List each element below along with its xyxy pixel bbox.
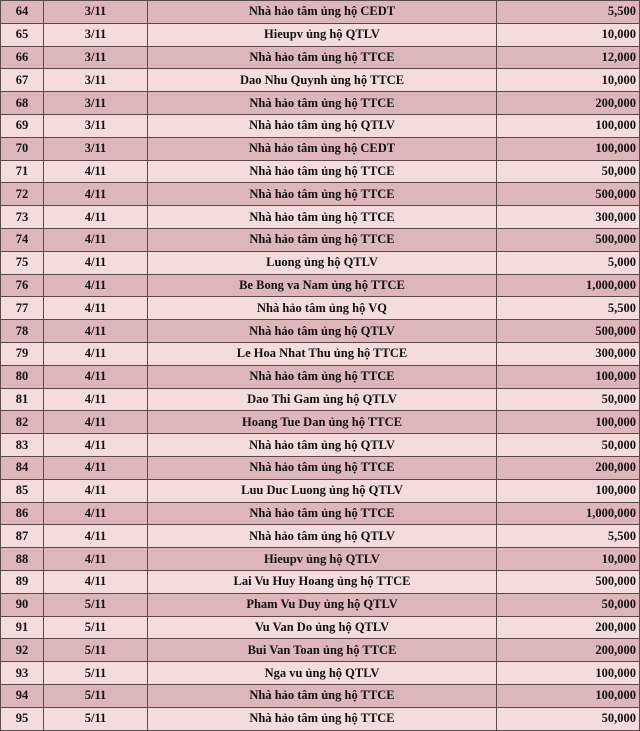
row-number: 77	[1, 297, 44, 320]
row-date: 3/11	[44, 69, 148, 92]
row-amount: 300,000	[497, 342, 640, 365]
row-amount: 100,000	[497, 365, 640, 388]
table-row	[1, 548, 640, 571]
table-row	[1, 616, 640, 639]
row-number: 84	[1, 456, 44, 479]
row-amount: 50,000	[497, 593, 640, 616]
row-date: 4/11	[44, 548, 148, 571]
row-description: Nhà hảo tâm ủng hộ QTLV	[148, 320, 497, 343]
row-number: 80	[1, 365, 44, 388]
row-description: Vu Van Do ủng hộ QTLV	[148, 616, 497, 639]
row-amount: 500,000	[497, 570, 640, 593]
row-amount: 300,000	[497, 206, 640, 229]
row-number: 87	[1, 525, 44, 548]
table-row	[1, 502, 640, 525]
row-description: Nhà hảo tâm ủng hộ QTLV	[148, 525, 497, 548]
row-amount: 200,000	[497, 639, 640, 662]
row-description: Nhà hảo tâm ủng hộ TTCE	[148, 684, 497, 707]
table-row	[1, 23, 640, 46]
row-date: 4/11	[44, 479, 148, 502]
row-date: 5/11	[44, 662, 148, 685]
row-amount: 100,000	[497, 114, 640, 137]
row-number: 71	[1, 160, 44, 183]
row-amount: 100,000	[497, 411, 640, 434]
table-row	[1, 46, 640, 69]
row-description: Hieupv ủng hộ QTLV	[148, 23, 497, 46]
row-number: 68	[1, 92, 44, 115]
row-number: 86	[1, 502, 44, 525]
row-number: 88	[1, 548, 44, 571]
row-date: 5/11	[44, 639, 148, 662]
row-amount: 1,000,000	[497, 502, 640, 525]
row-description: Luu Duc Luong ủng hộ QTLV	[148, 479, 497, 502]
row-amount: 500,000	[497, 228, 640, 251]
table-row	[1, 69, 640, 92]
row-description: Nga vu ủng hộ QTLV	[148, 662, 497, 685]
row-number: 95	[1, 707, 44, 730]
row-date: 4/11	[44, 365, 148, 388]
row-number: 85	[1, 479, 44, 502]
row-amount: 500,000	[497, 183, 640, 206]
row-number: 91	[1, 616, 44, 639]
table-row	[1, 160, 640, 183]
row-date: 4/11	[44, 570, 148, 593]
table-row	[1, 228, 640, 251]
row-number: 76	[1, 274, 44, 297]
table-row	[1, 388, 640, 411]
row-number: 64	[1, 1, 44, 24]
row-number: 82	[1, 411, 44, 434]
row-date: 5/11	[44, 593, 148, 616]
table-row	[1, 320, 640, 343]
row-number: 78	[1, 320, 44, 343]
row-amount: 5,500	[497, 1, 640, 24]
row-date: 4/11	[44, 228, 148, 251]
row-number: 69	[1, 114, 44, 137]
row-number: 90	[1, 593, 44, 616]
row-date: 3/11	[44, 137, 148, 160]
row-amount: 10,000	[497, 69, 640, 92]
row-number: 72	[1, 183, 44, 206]
row-amount: 1,000,000	[497, 274, 640, 297]
row-description: Nhà hảo tâm ủng hộ CEDT	[148, 1, 497, 24]
row-date: 3/11	[44, 114, 148, 137]
table-row	[1, 684, 640, 707]
row-amount: 100,000	[497, 137, 640, 160]
row-amount: 10,000	[497, 23, 640, 46]
table-row	[1, 456, 640, 479]
table-row	[1, 114, 640, 137]
table-row	[1, 593, 640, 616]
row-description: Hoang Tue Dan ủng hộ TTCE	[148, 411, 497, 434]
table-row	[1, 639, 640, 662]
row-date: 4/11	[44, 206, 148, 229]
table-row	[1, 297, 640, 320]
row-amount: 5,500	[497, 525, 640, 548]
row-description: Be Bong va Nam ủng hộ TTCE	[148, 274, 497, 297]
row-number: 74	[1, 228, 44, 251]
row-amount: 50,000	[497, 160, 640, 183]
row-date: 4/11	[44, 320, 148, 343]
row-date: 4/11	[44, 274, 148, 297]
row-number: 75	[1, 251, 44, 274]
table-row	[1, 365, 640, 388]
row-date: 3/11	[44, 92, 148, 115]
table-row	[1, 525, 640, 548]
row-description: Nhà hảo tâm ủng hộ QTLV	[148, 434, 497, 457]
row-amount: 200,000	[497, 92, 640, 115]
row-number: 66	[1, 46, 44, 69]
row-number: 93	[1, 662, 44, 685]
row-date: 3/11	[44, 1, 148, 24]
row-amount: 5,500	[497, 297, 640, 320]
row-amount: 12,000	[497, 46, 640, 69]
table-row	[1, 1, 640, 24]
row-number: 65	[1, 23, 44, 46]
row-description: Nhà hảo tâm ủng hộ QTLV	[148, 114, 497, 137]
row-date: 3/11	[44, 23, 148, 46]
table-row	[1, 434, 640, 457]
row-description: Luong ủng hộ QTLV	[148, 251, 497, 274]
table-row	[1, 206, 640, 229]
row-description: Nhà hảo tâm ủng hộ TTCE	[148, 46, 497, 69]
row-description: Nhà hảo tâm ủng hộ TTCE	[148, 206, 497, 229]
table-row	[1, 274, 640, 297]
row-amount: 100,000	[497, 684, 640, 707]
row-date: 3/11	[44, 46, 148, 69]
row-amount: 200,000	[497, 616, 640, 639]
row-number: 67	[1, 69, 44, 92]
table-row	[1, 479, 640, 502]
row-description: Dao Nhu Quynh ủng hộ TTCE	[148, 69, 497, 92]
row-amount: 100,000	[497, 662, 640, 685]
row-date: 5/11	[44, 684, 148, 707]
row-date: 5/11	[44, 616, 148, 639]
row-date: 4/11	[44, 525, 148, 548]
row-description: Dao Thi Gam ủng hộ QTLV	[148, 388, 497, 411]
row-amount: 10,000	[497, 548, 640, 571]
row-date: 4/11	[44, 297, 148, 320]
row-description: Nhà hảo tâm ủng hộ VQ	[148, 297, 497, 320]
row-date: 5/11	[44, 707, 148, 730]
table-row	[1, 570, 640, 593]
table-row	[1, 707, 640, 730]
table-row	[1, 92, 640, 115]
row-number: 73	[1, 206, 44, 229]
row-date: 4/11	[44, 160, 148, 183]
row-date: 4/11	[44, 388, 148, 411]
row-date: 4/11	[44, 342, 148, 365]
table-row	[1, 662, 640, 685]
row-number: 83	[1, 434, 44, 457]
row-amount: 50,000	[497, 707, 640, 730]
table-row	[1, 251, 640, 274]
row-description: Nhà hảo tâm ủng hộ TTCE	[148, 456, 497, 479]
donation-table-body	[1, 1, 640, 731]
row-number: 70	[1, 137, 44, 160]
row-number: 92	[1, 639, 44, 662]
row-number: 81	[1, 388, 44, 411]
row-date: 4/11	[44, 434, 148, 457]
row-description: Nhà hảo tâm ủng hộ TTCE	[148, 502, 497, 525]
row-description: Nhà hảo tâm ủng hộ TTCE	[148, 183, 497, 206]
row-amount: 50,000	[497, 388, 640, 411]
row-date: 4/11	[44, 411, 148, 434]
row-date: 4/11	[44, 502, 148, 525]
row-number: 79	[1, 342, 44, 365]
row-amount: 5,000	[497, 251, 640, 274]
row-amount: 100,000	[497, 479, 640, 502]
row-description: Pham Vu Duy ủng hộ QTLV	[148, 593, 497, 616]
row-description: Bui Van Toan ủng hộ TTCE	[148, 639, 497, 662]
row-amount: 500,000	[497, 320, 640, 343]
row-amount: 50,000	[497, 434, 640, 457]
row-number: 89	[1, 570, 44, 593]
row-description: Le Hoa Nhat Thu ủng hộ TTCE	[148, 342, 497, 365]
table-row	[1, 342, 640, 365]
row-number: 94	[1, 684, 44, 707]
row-description: Nhà hảo tâm ủng hộ TTCE	[148, 228, 497, 251]
row-description: Nhà hảo tâm ủng hộ TTCE	[148, 92, 497, 115]
row-description: Nhà hảo tâm ủng hộ TTCE	[148, 160, 497, 183]
table-row	[1, 183, 640, 206]
row-description: Nhà hảo tâm ủng hộ CEDT	[148, 137, 497, 160]
table-row	[1, 411, 640, 434]
row-amount: 200,000	[497, 456, 640, 479]
row-date: 4/11	[44, 251, 148, 274]
row-description: Nhà hảo tâm ủng hộ TTCE	[148, 365, 497, 388]
row-description: Hieupv ủng hộ QTLV	[148, 548, 497, 571]
row-date: 4/11	[44, 183, 148, 206]
row-description: Nhà hảo tâm ủng hộ TTCE	[148, 707, 497, 730]
row-date: 4/11	[44, 456, 148, 479]
row-description: Lai Vu Huy Hoang ủng hộ TTCE	[148, 570, 497, 593]
table-row	[1, 137, 640, 160]
